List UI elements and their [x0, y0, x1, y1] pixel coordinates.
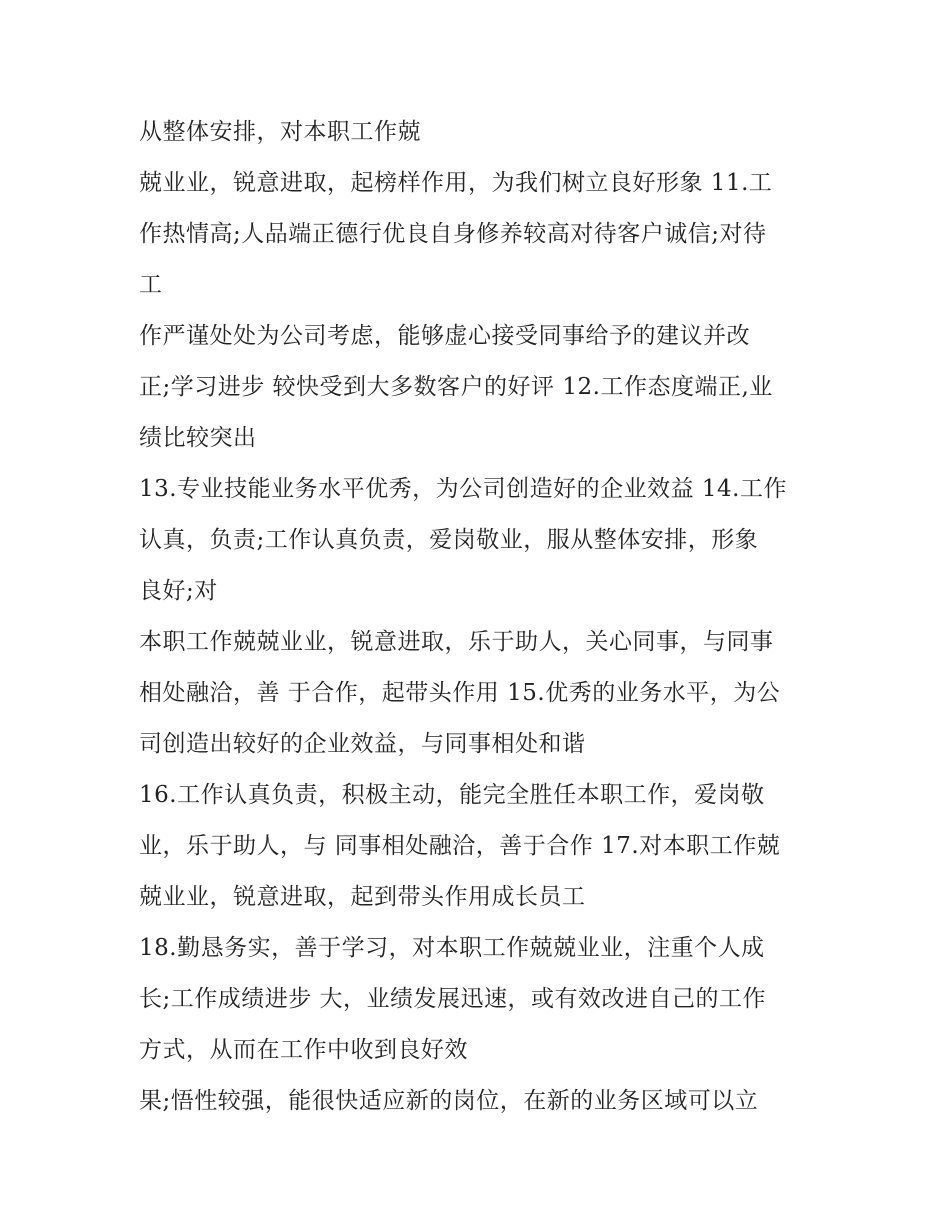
text-line-7: 绩比较突出: [139, 425, 257, 451]
text-line-4: 工: [139, 272, 163, 298]
text-line-11: 本职工作兢兢业业，锐意进取，乐于助人，关心同事，与同事: [139, 629, 774, 655]
text-line-8: 13.专业技能业务水平优秀，为公司创造好的企业效益 14.工作: [139, 476, 787, 502]
text-line-12: 相处融洽，善 于合作，起带头作用 15.优秀的业务水平，为公: [139, 680, 781, 706]
text-line-2: 兢业业，锐意进取，起榜样作用，为我们树立良好形象 11.工: [139, 170, 773, 196]
text-line-20: 果;悟性较强，能很快适应新的岗位，在新的业务区域可以立: [139, 1088, 759, 1114]
text-line-3: 作热情高;人品端正德行优良自身修养较高对待客户诚信;对待: [139, 221, 767, 247]
text-line-9: 认真，负责;工作认真负责，爱岗敬业，服从整体安排，形象: [139, 527, 759, 553]
text-line-18: 长;工作成绩进步 大，业绩发展迅速，或有效改进自己的工作: [139, 986, 767, 1012]
text-line-13: 司创造出较好的企业效益，与同事相处和谐: [139, 731, 586, 757]
text-line-16: 兢业业，锐意进取，起到带头作用成长员工: [139, 884, 586, 910]
text-line-17: 18.勤恳务实，善于学习，对本职工作兢兢业业，注重个人成: [139, 935, 765, 961]
text-line-10: 良好;对: [139, 578, 218, 604]
text-line-14: 16.工作认真负责，积极主动，能完全胜任本职工作，爱岗敬: [139, 782, 765, 808]
text-line-1: 从整体安排，对本职工作兢: [139, 119, 421, 145]
document-body: [139, 107, 839, 1127]
text-line-6: 正;学习进步 较快受到大多数客户的好评 12.工作态度端正,业: [139, 374, 773, 400]
text-line-19: 方式，从而在工作中收到良好效: [139, 1037, 468, 1063]
text-line-5: 作严谨处处为公司考虑，能够虚心接受同事给予的建议并改: [139, 323, 750, 349]
text-line-15: 业，乐于助人，与 同事相处融洽，善于合作 17.对本职工作兢: [139, 833, 781, 859]
